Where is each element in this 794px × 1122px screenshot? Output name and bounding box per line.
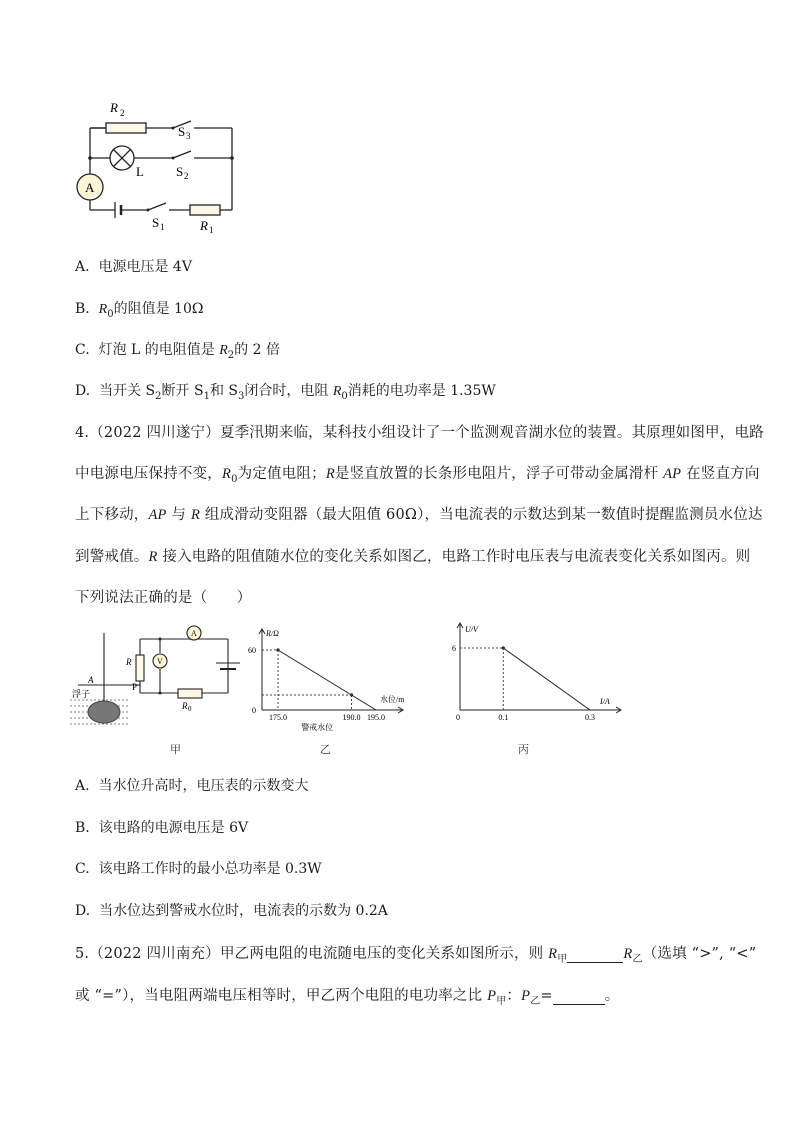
label-s2-sub: 2 xyxy=(184,171,189,181)
label-r1-sub: 1 xyxy=(209,225,214,235)
q4-option-c: C. 该电路工作时的最小总功率是 0.3W xyxy=(75,861,322,877)
y-tick-6: 6 xyxy=(452,644,456,653)
label-s3-sub: 3 xyxy=(186,131,191,141)
label-s2: S xyxy=(176,164,184,179)
q4-line-2: 中电源电压保持不变，$R_0$为定值电阻；R是竖直放置的长条形电阻片，浮子可带动金属滑杆 AP 在竖直方向 xyxy=(75,466,760,485)
fig-jia-label-float: 浮子 xyxy=(72,689,91,699)
label-r2: R xyxy=(110,100,118,115)
q3-option-a: A. 电源电压是 4V xyxy=(75,259,192,275)
y-axis-label: U/V xyxy=(465,625,478,634)
fig-jia-label-r0: R xyxy=(182,701,188,711)
circuit-diagram-1 xyxy=(70,90,250,235)
q4-option-a: A. 当水位升高时，电压表的示数变大 xyxy=(75,778,309,794)
fig-jia-label-a: A xyxy=(88,675,94,685)
fig-jia-label-p: P xyxy=(132,682,138,692)
q3-option-b: B. $R_0$的阻值是 10Ω xyxy=(75,301,204,320)
label-lamp: L xyxy=(136,164,144,179)
label-r1: R xyxy=(200,218,208,233)
q5-blank-1[interactable] xyxy=(567,946,623,963)
x-axis-label: I/A xyxy=(600,697,610,706)
q5-line-1: 5.（2022 四川南充）甲乙两电阻的电流随电压的变化关系如图所示，则 $R_甲$ $R_乙$（选填 “>”, “<” xyxy=(75,946,757,965)
x-tick-label: 175.0 xyxy=(269,713,287,722)
q3-option-c: C. 灯泡 L 的电阻值是 $R_2$的 2 倍 xyxy=(75,342,280,361)
ammeter-label: A xyxy=(85,180,95,195)
q4-option-d: D. 当水位达到警戒水位时，电流表的示数为 0.2A xyxy=(75,903,388,919)
x-axis-label: 水位/m xyxy=(380,695,405,704)
q5-line-2: 或 “=”），当电阻两端电压相等时，甲乙两个电阻的电功率之比 $P_甲$：$P_乙=$ 。 xyxy=(75,988,620,1007)
chart-yi xyxy=(248,622,412,732)
origin-label: 0 xyxy=(252,706,256,715)
q4-line-3: 上下移动，AP 与 R 组成滑动变阻器（最大阻值 60Ω），当电流表的示数达到某一数值时提醒监测员水位达 xyxy=(75,507,763,523)
origin-label: 0 xyxy=(456,713,460,722)
figure-jia-circuit xyxy=(68,625,248,740)
y-tick-60: 60 xyxy=(248,646,256,655)
label-s3: S xyxy=(178,124,186,139)
y-axis-label: R/Ω xyxy=(266,629,279,638)
fig-jia-label-r0-sub: 0 xyxy=(188,705,192,713)
x-tick-label: 0.3 xyxy=(585,713,595,722)
q4-line-1: 4.（2022 四川遂宁）夏季汛期来临，某科技小组设计了一个监测观音湖水位的装置。其原理如图甲，电路 xyxy=(75,425,764,441)
float-shape xyxy=(88,701,120,723)
x-tick-label: 195.0 xyxy=(367,713,385,722)
q3-option-d: D. 当开关 $S_2$断开 $S_1$和 $S_3$闭合时，电阻 $R_0$消耗的电功率是 1.35W xyxy=(75,383,496,402)
fig-jia-label-amm: A xyxy=(191,629,197,638)
caption-jia: 甲 xyxy=(170,743,181,756)
label-s1: S xyxy=(152,215,160,230)
q5-blank-2[interactable] xyxy=(553,988,605,1005)
caption-yi: 乙 xyxy=(320,743,331,756)
annotation-warning-level: 警戒水位 xyxy=(301,723,334,732)
x-tick-label: 190.0 xyxy=(342,713,361,722)
x-tick-label: 0.1 xyxy=(498,713,509,722)
q4-line-5: 下列说法正确的是（ ） xyxy=(75,590,252,606)
chart-bing xyxy=(448,618,628,723)
label-r2-sub: 2 xyxy=(120,108,125,118)
label-s1-sub: 1 xyxy=(160,222,165,232)
q4-option-b: B. 该电路的电源电压是 6V xyxy=(75,820,249,836)
q4-line-4: 到警戒值。R 接入电路的阻值随水位的变化关系如图乙，电路工作时电压表与电流表变化关系如图丙。则 xyxy=(75,549,751,565)
caption-bing: 丙 xyxy=(518,743,529,756)
series-line xyxy=(278,650,376,710)
fig-jia-label-r: R xyxy=(126,657,132,667)
fig-jia-label-v: V xyxy=(157,657,163,666)
series-line xyxy=(503,648,590,710)
